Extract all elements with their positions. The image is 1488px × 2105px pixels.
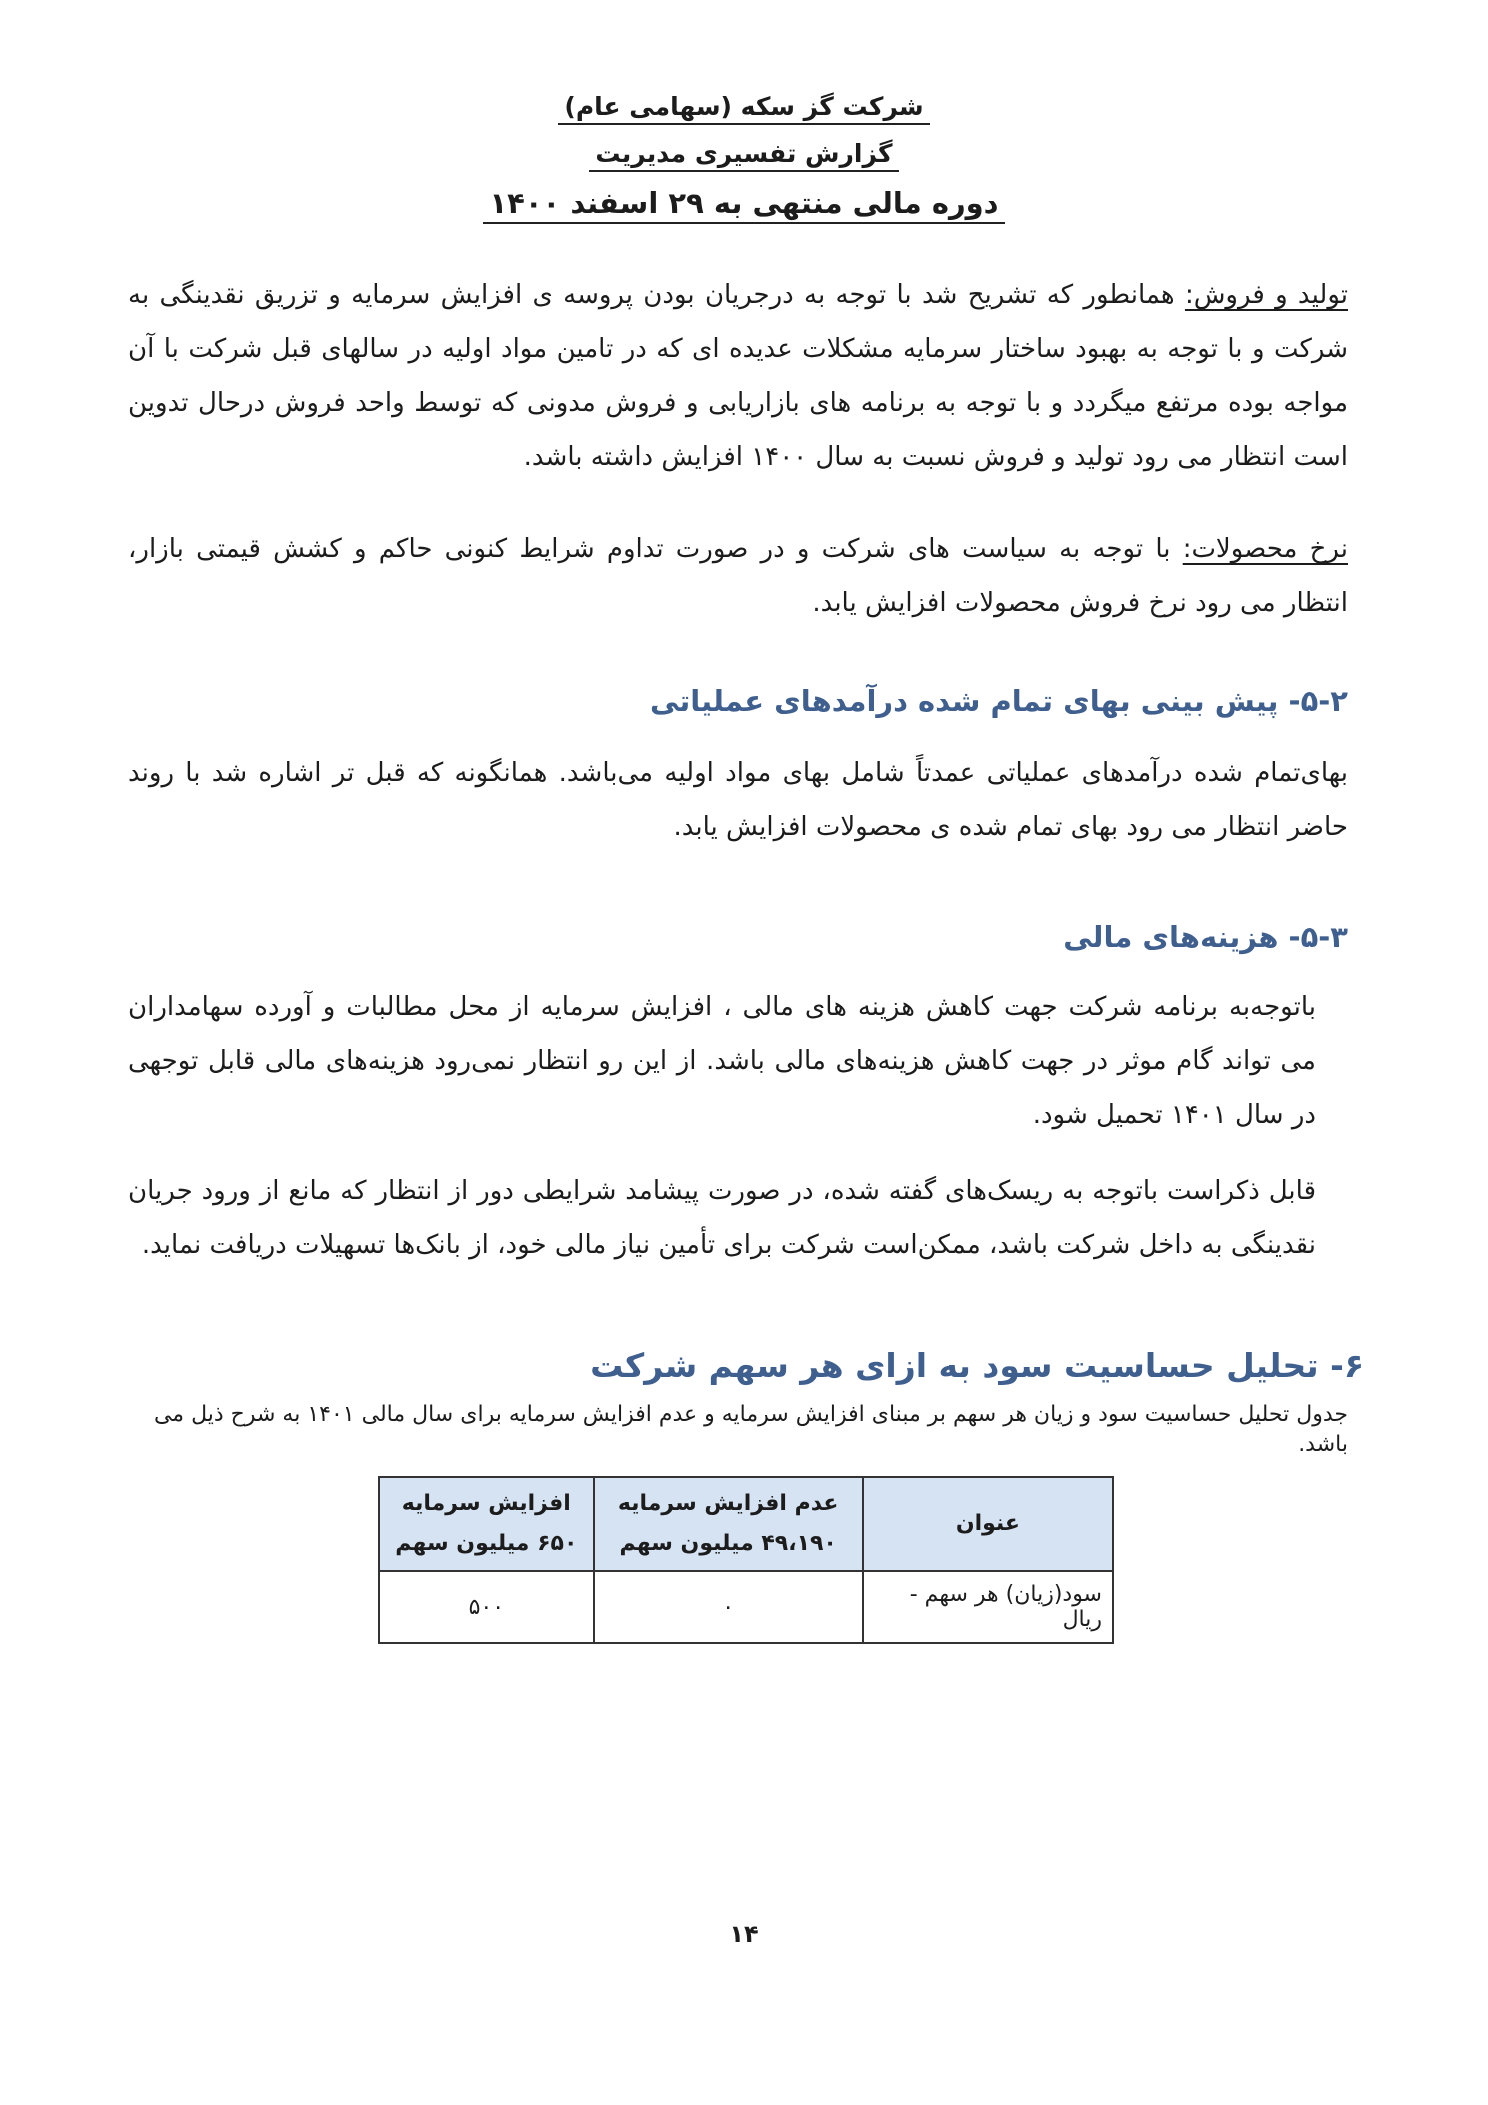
page-number: ۱۴ xyxy=(729,1920,759,1948)
section-6-heading: ۶- تحلیل حساسیت سود به ازای هر سهم شرکت xyxy=(590,1346,1364,1385)
section-5-3-paragraph-2: قابل ذکراست باتوجه به ریسک‌های گفته شده، در صورت پیشامد شرایطی دور از انتظار که مانع از ورود جریان نقدینگی به داخل شرکت باشد، ممکن‌است شرکت برای تأمین نیاز مالی خود، از بانک‌ها تسهیلات دریافت نماید. xyxy=(128,1176,1316,1260)
row-title-cell: سود(زیان) هر سهم - ریال xyxy=(863,1571,1113,1643)
section-5-3-heading: ۵-۳- هزینه‌های مالی xyxy=(1063,920,1348,954)
section-5-3-paragraph-1: باتوجه‌به برنامه شرکت جهت کاهش هزینه های مالی ، افزایش سرمایه از محل مطالبات و آورده سهامداران می تواند گام موثر در جهت کاهش هزینه‌های مالی باشد. از این رو انتظار نمی‌رود هزینه‌های مالی قابل توجهی در سال ۱۴۰۱ تحمیل شود. xyxy=(128,992,1316,1130)
report-title: گزارش تفسیری مدیریت xyxy=(589,139,898,172)
header-increase-label: افزایش سرمایه xyxy=(401,1491,571,1516)
production-sales-lead: تولید و فروش: xyxy=(1184,280,1349,310)
row-no-increase-cell: ۰ xyxy=(594,1571,863,1643)
header-increase-cell xyxy=(379,1477,594,1571)
document-header xyxy=(0,92,1488,238)
sensitivity-table xyxy=(378,1476,1114,1644)
production-sales-paragraph xyxy=(128,268,1348,484)
product-prices-text: با توجه به سیاست های شرکت و در صورت تداوم شرایط کنونی حاکم و کشش قیمتی بازار، انتظار می رود نرخ فروش محصولات افزایش یابد. xyxy=(128,534,1348,618)
product-prices-paragraph xyxy=(128,522,1348,630)
product-prices-lead: نرخ محصولات: xyxy=(1182,534,1348,564)
section-5-2-paragraph: بهای‌تمام شده درآمدهای عملیاتی عمدتاً شامل بهای مواد اولیه می‌باشد. همانگونه که قبل تر اشاره شد با روند حاضر انتظار می رود بهای تمام شده ی محصولات افزایش یابد. xyxy=(128,758,1348,842)
header-title-cell: عنوان xyxy=(863,1477,1113,1571)
section-5-2-heading: ۵-۲- پیش بینی بهای تمام شده درآمدهای عملیاتی xyxy=(650,684,1348,718)
header-increase-shares: ۶۵۰ میلیون سهم xyxy=(395,1531,578,1556)
header-no-increase-shares: ۴۹،۱۹۰ میلیون سهم xyxy=(619,1531,837,1556)
company-title: شرکت گز سکه (سهامی عام) xyxy=(558,92,929,125)
table-header-row xyxy=(379,1477,1113,1571)
section-6-intro: جدول تحلیل حساسیت سود و زیان هر سهم بر مبنای افزایش سرمایه و عدم افزایش سرمایه برای سال مالی ۱۴۰۱ به شرح ذیل می باشد. xyxy=(153,1402,1348,1457)
table-row xyxy=(379,1571,1113,1643)
row-increase-cell: ۵۰۰ xyxy=(379,1571,594,1643)
header-no-increase-label: عدم افزایش سرمایه xyxy=(617,1491,839,1516)
header-no-increase-cell xyxy=(594,1477,863,1571)
period-title: دوره مالی منتهی به ۲۹ اسفند ۱۴۰۰ xyxy=(483,186,1004,224)
production-sales-text: همانطور که تشریح شد با توجه به درجریان بودن پروسه ی افزایش سرمایه و تزریق نقدینگی به شرکت و با توجه به بهبود ساختار سرمایه مشکلات عدیده ای که در تامین مواد اولیه در سالهای قبل شرکت با آن مواجه بوده مرتفع میگردد و با توجه به برنامه های بازاریابی و فروش مدونی که توسط واحد فروش درحال تدوین است انتظار می رود تولید و فروش نسبت به سال ۱۴۰۰ افزایش داشته باشد. xyxy=(128,280,1348,472)
